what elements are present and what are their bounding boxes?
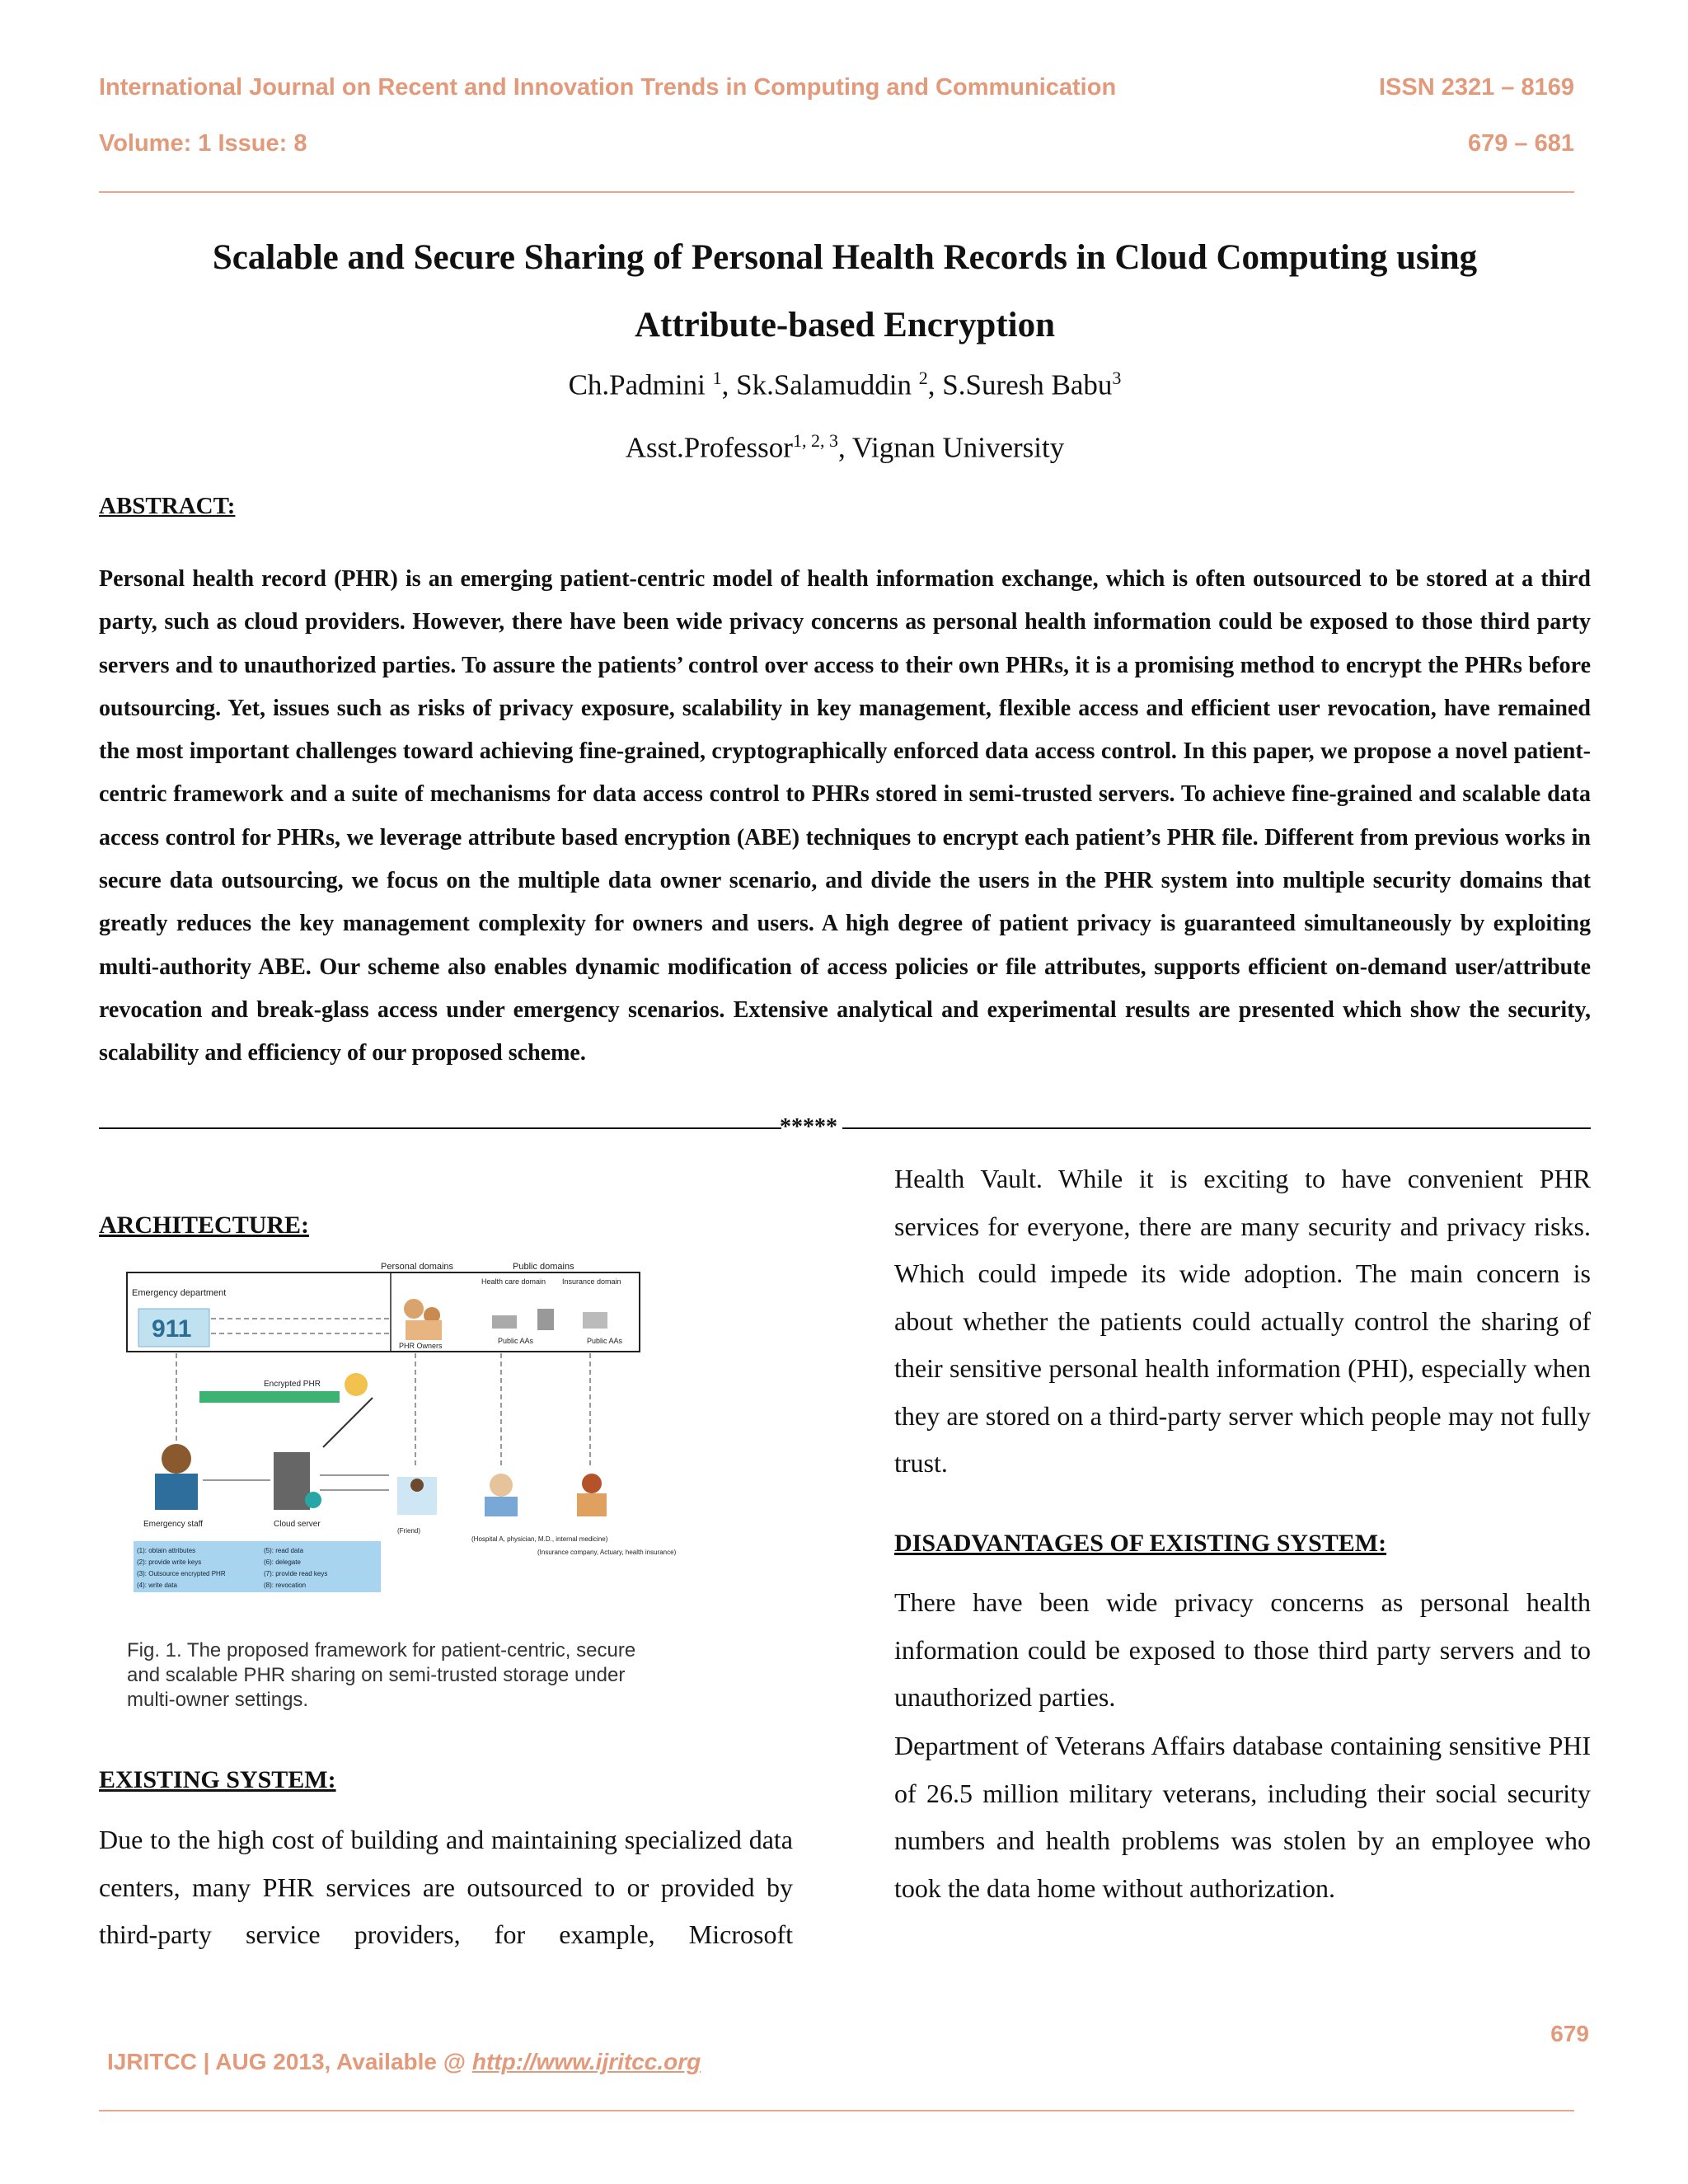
disadvantages-paragraph-2: Department of Veterans Affairs database containing sensitive PHI of 26.5 million military veterans, including their social security numbers and health problems was stolen by an employee who took the data home without authorization.: [894, 1731, 1591, 1903]
author-name: Sk.Salamuddin: [736, 368, 919, 401]
footer-rule: [99, 2110, 1574, 2111]
author-superscript: 3: [1112, 368, 1122, 388]
existing-system-text: Due to the high cost of building and maintaining specialized data centers, many PHR services are outsourced to or provided by third-party service providers, for example, Microsoft: [99, 1825, 793, 1949]
disadvantages-paragraph-1: There have been wide privacy concerns as personal health information could be exposed to those third party servers and to unauthorized parties.: [894, 1587, 1591, 1712]
cloud-server-label: Cloud server: [274, 1520, 321, 1529]
insurance-domain-label: Insurance domain: [562, 1277, 621, 1286]
separator-rule-left: [99, 1127, 781, 1129]
legend-item: (7): provide read keys: [264, 1570, 328, 1577]
volume-issue: Volume: 1 Issue: 8: [99, 130, 307, 157]
legend-item: (8): revocation: [264, 1582, 307, 1589]
existing-system-heading: EXISTING SYSTEM:: [99, 1766, 336, 1793]
arrow-3: [323, 1398, 373, 1447]
affiliation-role: Asst.Professor: [625, 431, 793, 464]
architecture-figure: [125, 1261, 677, 1624]
affiliation-institution: , Vignan University: [837, 431, 1065, 464]
author-name: S.Suresh Babu: [942, 368, 1113, 401]
health-care-domain-label: Health care domain: [481, 1277, 546, 1286]
hospital-label: (Hospital A, physician, M.D., internal medicine): [471, 1535, 608, 1543]
paper-title-line-1: Scalable and Secure Sharing of Personal Health Records in Cloud Computing using: [212, 238, 1478, 277]
insurance-label: (Insurance company, Actuary, health insurance): [537, 1549, 677, 1556]
phr-owners-icon: [404, 1299, 442, 1340]
friend-label: (Friend): [397, 1527, 421, 1535]
footer-prefix: IJRITCC | AUG 2013, Available @: [107, 2049, 472, 2074]
emergency-number: 911: [152, 1315, 192, 1343]
architecture-heading: ARCHITECTURE:: [99, 1212, 310, 1239]
emergency-department-label: Emergency department: [132, 1288, 227, 1298]
affiliation: [99, 430, 1591, 465]
public-aas-label-2: Public AAs: [587, 1337, 623, 1345]
author-superscript: 2: [918, 368, 928, 388]
affiliation-superscript: 1, 2, 3: [792, 430, 838, 451]
page-number: 679: [1550, 2021, 1589, 2046]
physician-icon: [485, 1474, 518, 1516]
legend-item: (1): obtain attributes: [137, 1547, 196, 1554]
phr-owners-label: PHR Owners: [399, 1342, 443, 1350]
public-domains-label: Public domains: [513, 1262, 574, 1272]
legend-item: (2): provide write keys: [137, 1558, 202, 1566]
hourglass-icon: [345, 1373, 368, 1396]
friend-icon: [397, 1477, 437, 1515]
server-icon: [274, 1452, 321, 1510]
header-rule: [99, 191, 1574, 193]
health-vault-paragraph: Health Vault. While it is exciting to have convenient PHR services for everyone, there are many security and privacy risks. Which could impede its wide adoption. The main concern is about whether the patients could actually control the sharing of their sensitive personal health information (PHI), especially when they are stored on a third-party server which people may not fully trust.: [894, 1164, 1591, 1478]
personal-domains-label: Personal domains: [381, 1262, 454, 1272]
journal-link[interactable]: http://www.ijritcc.org: [471, 2049, 701, 2074]
encrypted-phr-bar: [199, 1391, 340, 1403]
figure-caption: Fig. 1. The proposed framework for patient-centric, secure and scalable PHR sharing on semi-trusted storage under multi-owner settings.: [127, 1639, 636, 1711]
separator-rule-right: [842, 1127, 1591, 1129]
building-icon: [492, 1309, 607, 1330]
legend-item: (4): write data: [137, 1582, 177, 1589]
emergency-staff-label: Emergency staff: [143, 1520, 204, 1529]
author-superscript: 1: [712, 368, 722, 388]
separator-stars: *****: [780, 1114, 837, 1140]
page-range: 679 – 681: [1467, 130, 1574, 157]
paper-title-line-2: Attribute-based Encryption: [634, 306, 1056, 344]
public-aas-label-1: Public AAs: [498, 1337, 534, 1345]
encrypted-phr-label: Encrypted PHR: [264, 1380, 321, 1389]
legend-item: (5): read data: [264, 1547, 304, 1554]
footer-text: [107, 2049, 701, 2075]
disadvantages-heading: DISADVANTAGES OF EXISTING SYSTEM:: [894, 1530, 1387, 1557]
abstract-heading: ABSTRACT:: [99, 493, 236, 519]
journal-name: International Journal on Recent and Innovation Trends in Computing and Communication: [99, 74, 1117, 101]
legend-item: (6): delegate: [264, 1558, 301, 1566]
issn: ISSN 2321 – 8169: [1378, 74, 1574, 101]
abstract-text: Personal health record (PHR) is an emerging patient-centric model of health information exchange, which is often outsourced to be stored at a third party, such as cloud providers. However, there have been wide privacy concerns as personal health information could be exposed to those third party servers and to unauthorized parties. To assure the patients’ control over access to their own PHRs, it is a promising method to encrypt the PHRs before outsourcing. Yet, issues such as risks of privacy exposure, scalability in key management, flexible access and efficient user revocation, have remained the most important challenges toward achieving fine-grained, cryptographically enforced data access control. In this paper, we propose a novel patient-centric framework and a suite of mechanisms for data access control to PHRs stored in semi-trusted servers. To achieve fine-grained and scalable data access control for PHRs, we leverage attribute based encryption (ABE) techniques to encrypt each patient’s PHR file. Different from previous works in secure data outsourcing, we focus on the multiple data owner scenario, and divide the users in the PHR system into multiple security domains that greatly reduces the key management complexity for owners and users. A high degree of patient privacy is guaranteed simultaneously by exploiting multi-authority ABE. Our scheme also enables dynamic modification of access policies or file attributes, supports efficient on-demand user/attribute revocation and break-glass access under emergency scenarios. Extensive analytical and experimental results are presented which show the security, scalability and efficiency of our proposed scheme.: [99, 566, 1591, 1066]
author-list: Ch.Padmini $^1$, Sk.Salamuddin $^2$, S.Suresh Babu$^3$: [568, 368, 1122, 401]
actuary-icon: [577, 1474, 607, 1516]
author-name: Ch.Padmini: [568, 368, 713, 401]
emergency-staff-icon: [155, 1444, 198, 1510]
legend-item: (3): Outsource encrypted PHR: [137, 1570, 226, 1577]
